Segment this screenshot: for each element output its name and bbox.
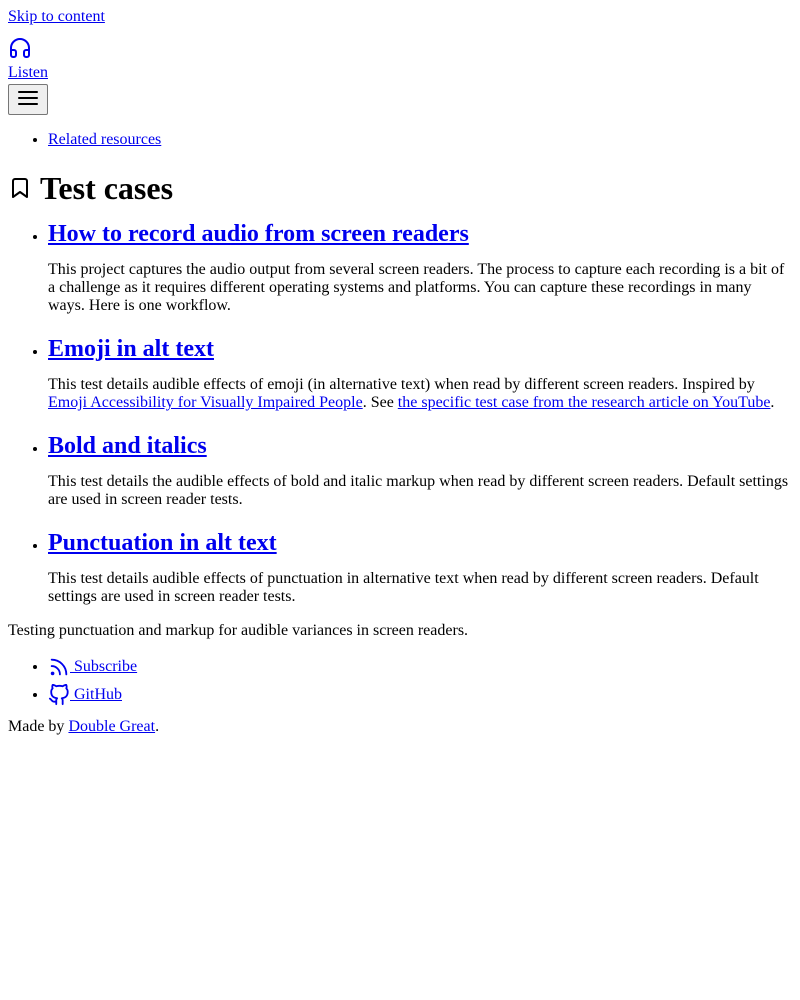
- made-by-suffix: .: [155, 718, 160, 735]
- case-link-bold-italics[interactable]: Bold and italics: [48, 433, 207, 459]
- description-text: This test details audible effects of emoji (in alternative text) when read by different screen readers. Inspired by: [48, 376, 755, 393]
- headphones-icon[interactable]: [8, 36, 32, 60]
- list-item: [48, 684, 792, 712]
- case-heading: [48, 335, 792, 363]
- made-by: [8, 718, 792, 736]
- case-description: This test details the audible effects of bold and italic markup when read by different screen readers. Default settings are used in screen reader tests.: [48, 473, 789, 508]
- hamburger-menu-icon: [16, 86, 40, 110]
- case-link-punctuation-alt-text[interactable]: Punctuation in alt text: [48, 530, 277, 556]
- list-item: [48, 220, 792, 315]
- footer-tagline: Testing punctuation and markup for audible variances in screen readers.: [8, 622, 469, 639]
- made-by-prefix: Made by: [8, 718, 69, 735]
- page-title: Test cases: [40, 169, 174, 206]
- social-links: [8, 656, 792, 712]
- nav-item: [48, 131, 792, 149]
- case-heading: [48, 220, 792, 248]
- page-header: [8, 168, 792, 208]
- nav-link-related-resources[interactable]: Related resources: [48, 131, 162, 148]
- bookmark-icon: [8, 176, 32, 200]
- list-item: [48, 335, 792, 412]
- youtube-test-case-link[interactable]: the specific test case from the research article on YouTube: [397, 394, 771, 411]
- description-text: .: [770, 394, 775, 411]
- list-item: [48, 432, 792, 509]
- test-case-list: [8, 220, 792, 606]
- list-item: [48, 529, 792, 606]
- case-link-record-audio[interactable]: How to record audio from screen readers: [48, 221, 469, 247]
- menu-button[interactable]: [8, 84, 48, 115]
- listen-link[interactable]: Listen: [8, 64, 48, 81]
- case-description: This project captures the audio output from several screen readers. The process to capture each recording is a bit of a challenge as it requires different operating systems and platforms. You can capture these recordings in many ways. Here is one workflow.: [48, 261, 785, 314]
- skip-to-content-link[interactable]: Skip to content: [8, 8, 105, 25]
- github-link[interactable]: [48, 686, 122, 703]
- emoji-accessibility-link[interactable]: Emoji Accessibility for Visually Impaired People: [48, 394, 363, 411]
- case-description: [48, 376, 792, 412]
- site-nav: [8, 131, 792, 149]
- case-link-emoji-alt-text[interactable]: Emoji in alt text: [48, 336, 214, 362]
- description-text: . See: [362, 394, 398, 411]
- list-item: [48, 656, 792, 684]
- rss-icon: [48, 656, 70, 678]
- subscribe-label: Subscribe: [74, 658, 138, 675]
- case-description: This test details audible effects of punctuation in alternative text when read by different screen readers. Default settings are used in screen reader tests.: [48, 570, 759, 605]
- subscribe-link[interactable]: [48, 658, 137, 675]
- github-label: GitHub: [74, 686, 122, 703]
- github-icon: [48, 684, 70, 706]
- case-heading: [48, 432, 792, 460]
- case-heading: [48, 529, 792, 557]
- double-great-link[interactable]: Double Great: [68, 718, 156, 735]
